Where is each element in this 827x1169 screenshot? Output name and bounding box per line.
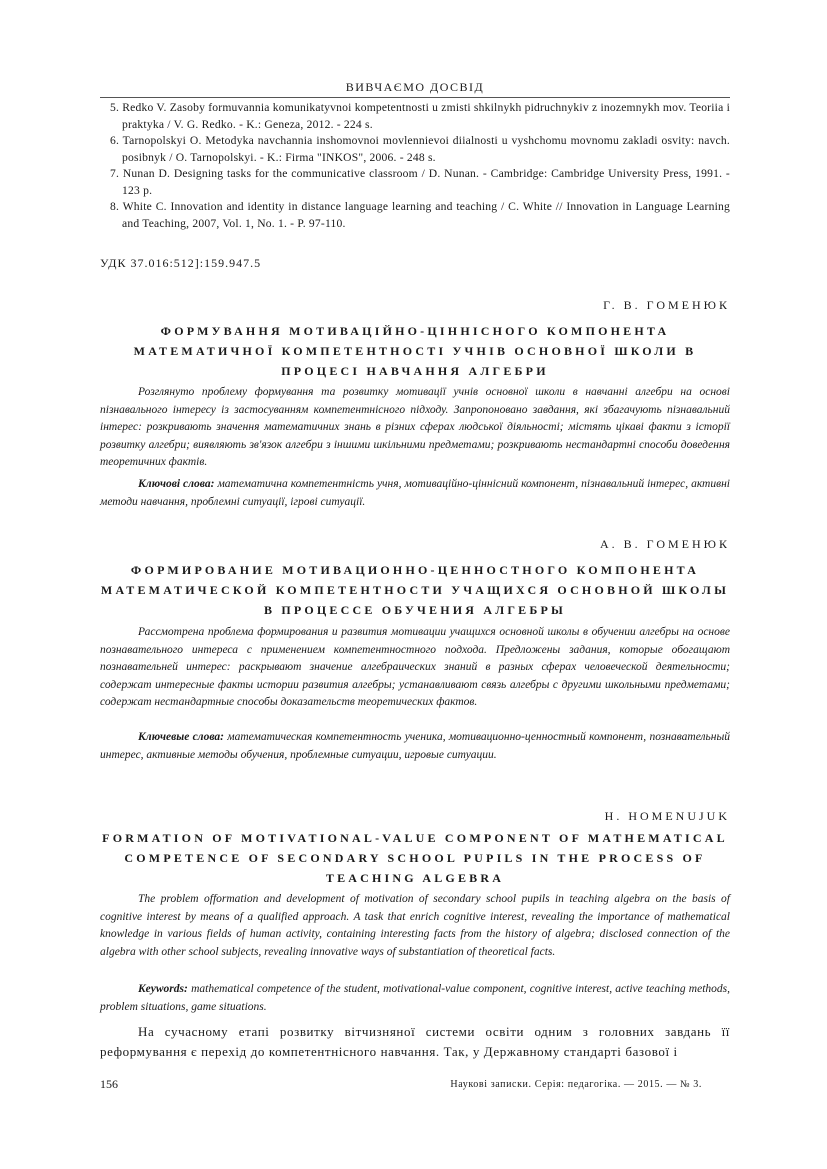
title-russian: ФОРМИРОВАНИЕ МОТИВАЦИОННО-ЦЕННОСТНОГО КОМПОНЕНТА МАТЕМАТИЧЕСКОЙ КОМПЕТЕНТНОСТИ УЧАЩИХСЯ ОСНОВНОЙ ШКОЛЫ В ПРОЦЕССЕ ОБУЧЕНИЯ АЛГЕБРЫ — [100, 563, 730, 617]
keywords-russian — [100, 729, 730, 764]
reference-list — [100, 100, 730, 232]
body-paragraph: На сучасному етапі розвитку вітчизняної системи освіти одним з головних завдань її реформування є перехід до компетентнісного навчання. Так, у Державному стандарті базової і — [100, 1024, 730, 1059]
reference-item: 6. Tarnopolskyi O. Metodyka navchannia inshomovnoi movlennievoi diialnosti u vyshchomu movnomu zakladi osvity: navch. posibnyk / O. Tarnopolskyi. - K.: Firma "INKOS", 2006. - 248 s. — [110, 134, 730, 164]
journal-citation: Наукові записки. Серія: педагогіка. — 2015. — № 3. — [450, 1079, 702, 1090]
keywords-ukrainian — [100, 476, 730, 511]
keywords-english — [100, 981, 730, 1016]
reference-item: 7. Nunan D. Designing tasks for the communicative classroom / D. Nunan. - Cambridge: Cambridge University Press, 1991. - 123 p. — [110, 167, 730, 197]
keywords-text: математическая компетентность ученика, мотивационно-ценностный компонент, познавательный интерес, активные методы обучения, проблемные ситуации, игровые ситуации. — [100, 731, 731, 761]
page-number: 156 — [100, 1077, 118, 1091]
udk-code: УДК 37.016:512]:159.947.5 — [100, 256, 262, 270]
author-ukrainian: Г. В. ГОМЕНЮК — [603, 298, 730, 312]
keywords-label: Ключові слова: — [138, 478, 215, 490]
title-ukrainian: ФОРМУВАННЯ МОТИВАЦІЙНО-ЦІННІСНОГО КОМПОНЕНТА МАТЕМАТИЧНОЇ КОМПЕТЕНТНОСТІ УЧНІВ ОСНОВНОЇ ШКОЛИ В ПРОЦЕСІ НАВЧАННЯ АЛГЕБРИ — [133, 324, 697, 378]
author-english: H. HOMENUJUK — [604, 809, 730, 823]
title-english: FORMATION OF MOTIVATIONAL-VALUE COMPONENT OF MATHEMATICAL COMPETENCE OF SECONDARY SCHOOL PUPILS IN THE PROCESS OF TEACHING ALGEBRA — [102, 831, 728, 885]
reference-item: 5. Redko V. Zasoby formuvannia komunikatyvnoi kompetentnosti u zmisti shkilnykh pidruchnykiv z inozemnykh mov. Teoriia i praktyka / V. G. Redko. - K.: Geneza, 2012. - 224 s. — [110, 101, 730, 131]
keywords-label: Keywords: — [138, 983, 188, 995]
abstract-english: The problem offormation and development of motivation of secondary school pupils in teaching algebra on the basis of cognitive interest by means of a qualified approach. A task that enrich cognitive interest, revealing the importance of mathematical knowledge in various fields of human activity, containing interesting facts from the history of algebra; disclosed connection of the algebra with other school subjects, revealing innovative ways of substantiation of theoretical facts. — [100, 893, 730, 958]
keywords-text: математична компетентність учня, мотиваційно-ціннісний компонент, пізнавальний інтерес, активні методи навчання, проблемні ситуації, ігрові ситуації. — [100, 478, 731, 508]
abstract-russian: Рассмотрена проблема формирования и развития мотивации учащихся основной школы в обучении алгебры на основе познавательного интереса с применением компетентностного подхода. Предложены задания, которые обогащают познавательней интерес: раскрывают значение алгебраических знаний в разных сферах человеческой деятельности; содержат интересные факты истории развития алгебры; устанавливают связь алгебры с другими школьными предметами; содержат нестандартные способы доказательств теоретических фактов. — [100, 626, 730, 708]
running-header: ВИВЧАЄМО ДОСВІД — [100, 80, 730, 98]
reference-item: 8. White C. Innovation and identity in distance language learning and teaching / C. White // Innovation in Language Learning and Teaching, 2007, Vol. 1, No. 1. - P. 97-110. — [110, 200, 730, 230]
keywords-text: mathematical competence of the student, motivational-value component, cognitive interest, active teaching methods, problem situations, game situations. — [100, 983, 731, 1013]
abstract-ukrainian: Розглянуто проблему формування та розвитку мотивації учнів основної школи в навчанні алгебри на основі пізнавального інтересу із застосуванням компетентнісного підходу. Запропоновано завдання, які збагачують пізнавальний інтерес: розкривають значення математичних знань в різних сферах людської діяльності; містять цікаві факти з історії розвитку алгебри; виявляють зв'язок алгебри з іншими шкільними предметами; розкривають нестандартні способи доведення теоретичних фактів. — [100, 386, 730, 468]
author-russian: А. В. ГОМЕНЮК — [600, 537, 730, 551]
keywords-label: Ключевые слова: — [138, 731, 224, 743]
